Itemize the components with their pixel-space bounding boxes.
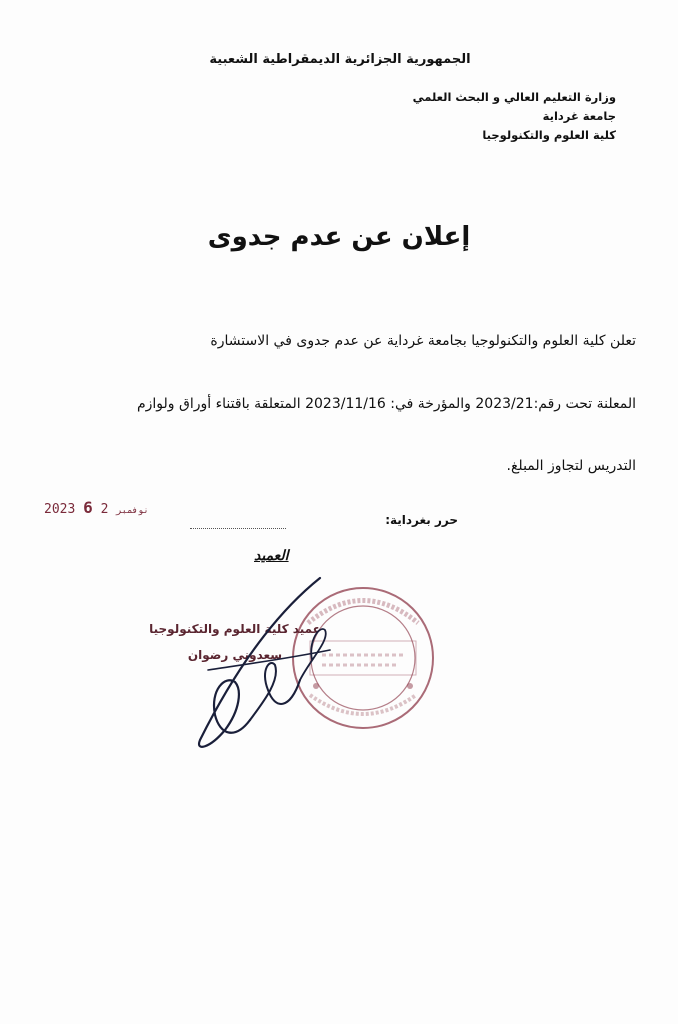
announcement-title: إعلان عن عدم جدوى: [207, 222, 471, 252]
university-line: جامعة غرداية: [542, 109, 616, 123]
date-stamp: [44, 498, 149, 517]
body-line-2: المعلنة تحت رقم:2023/21 والمؤرخة في: 2023/11/16 المتعلقة باقتناء أوراق ولوازم: [136, 396, 636, 412]
dean-name: سعدوني رضوان: [187, 648, 283, 662]
stamp-month: نوفمبر: [116, 506, 149, 516]
republic-heading: الجمهورية الجزائرية الديمقراطية الشعبية: [209, 52, 471, 67]
ministry-line: وزارة التعليم العالي و البحث العلمي: [412, 90, 616, 104]
stamp-day-part-2: 6: [83, 498, 93, 517]
handwritten-signature: [180, 570, 340, 755]
faculty-line: كلية العلوم والتكنولوجيا: [482, 128, 616, 142]
body-line-1: تعلن كلية العلوم والتكنولوجيا بجامعة غرداية عن عدم جدوى في الاستشارة: [210, 333, 636, 349]
stamp-day-part-1: 2: [100, 502, 109, 517]
stamp-year: 2023: [44, 502, 76, 517]
written-at-label: حرر بغرداية:: [385, 513, 458, 527]
body-line-3: التدريس لتجاوز المبلغ.: [506, 458, 636, 474]
dean-title: العميد: [254, 548, 289, 564]
dean-position: عميد كلية العلوم والتكنولوجيا: [149, 622, 321, 636]
date-fill-line: [190, 518, 286, 529]
institution-header: [296, 88, 616, 145]
